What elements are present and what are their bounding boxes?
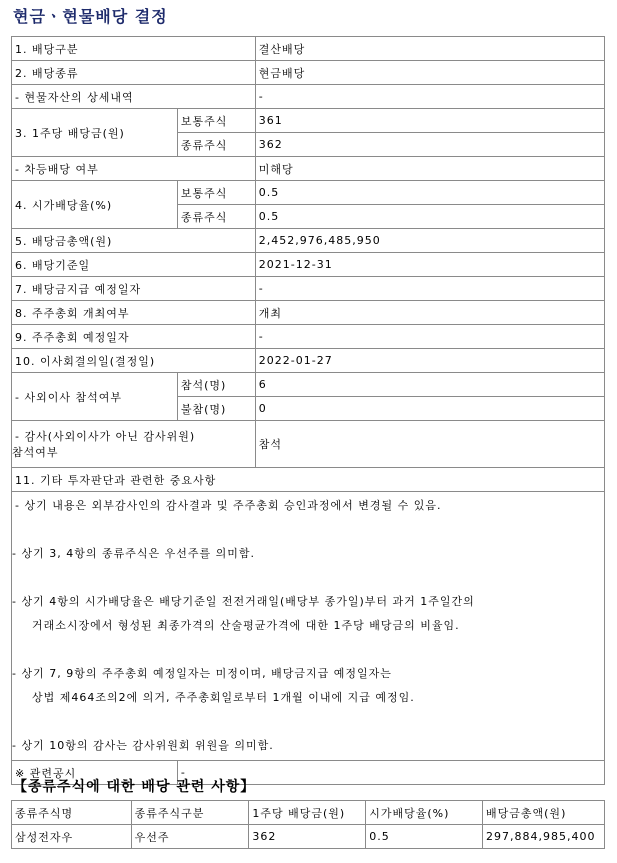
- value-agm-held: 개최: [255, 301, 604, 325]
- value-yield-preferred: 0.5: [255, 205, 604, 229]
- cell-dps: 362: [249, 825, 366, 849]
- value-auditor-attendance: 참석: [255, 421, 604, 468]
- table-row: [12, 85, 605, 109]
- label-common-stock: 보통주식: [177, 181, 255, 205]
- table-row: [12, 349, 605, 373]
- cell-stock-name: 삼성전자우: [12, 825, 132, 849]
- value-payment-date: -: [255, 277, 604, 301]
- note-line: - 상기 10항의 감사는 감사위원회 위원을 의미함.: [12, 739, 274, 752]
- label-common-stock: 보통주식: [177, 109, 255, 133]
- label-board-resolution-date: 10. 이사회결의일(결정일): [12, 349, 256, 373]
- table-row: [12, 109, 605, 133]
- label-other-matters: 11. 기타 투자판단과 관련한 중요사항: [12, 468, 605, 492]
- value-board-resolution-date: 2022-01-27: [255, 349, 604, 373]
- table-row: [12, 157, 605, 181]
- col-header-stock-class: 종류주식구분: [131, 801, 249, 825]
- label-dividend-type: 1. 배당구분: [12, 37, 256, 61]
- label-dividend-kind: 2. 배당종류: [12, 61, 256, 85]
- note-line: - 상기 내용은 외부감사인의 감사결과 및 주주총회 승인과정에서 변경될 수 있음.: [15, 499, 442, 512]
- note-spacer: [15, 638, 601, 662]
- label-outside-directors: - 사외이사 참석여부: [12, 373, 178, 421]
- preferred-section-title: 【종류주식에 대한 배당 관련 사항】: [13, 779, 256, 795]
- label-preferred-stock: 종류주식: [177, 205, 255, 229]
- label-related-disclosure: ※ 관련공시: [12, 761, 178, 785]
- table-row: [12, 61, 605, 85]
- value-dps-preferred: 362: [255, 133, 604, 157]
- note-spacer: [15, 566, 601, 590]
- label-auditor-line2: 참석여부: [12, 446, 59, 459]
- table-row: [12, 277, 605, 301]
- table-row: [12, 253, 605, 277]
- label-in-kind-details: - 현물자산의 상세내역: [12, 85, 256, 109]
- value-dividend-kind: 현금배당: [255, 61, 604, 85]
- preferred-stock-table: [11, 800, 605, 849]
- table-row: [12, 301, 605, 325]
- table-row: [12, 468, 605, 492]
- note-spacer: [15, 710, 601, 734]
- note-spacer: [15, 518, 601, 542]
- col-header-total: 배당금총액(원): [483, 801, 605, 825]
- label-preferred-stock: 종류주식: [177, 133, 255, 157]
- label-absent: 불참(명): [177, 397, 255, 421]
- label-payment-date: 7. 배당금지급 예정일자: [12, 277, 256, 301]
- table-header-row: [12, 801, 605, 825]
- value-related-disclosure: -: [177, 761, 604, 785]
- table-row: [12, 825, 605, 849]
- table-row: [12, 229, 605, 253]
- dividend-decision-table: [11, 36, 605, 785]
- value-attended: 6: [255, 373, 604, 397]
- label-agm-held: 8. 주주총회 개최여부: [12, 301, 256, 325]
- table-row: [12, 421, 605, 468]
- value-absent: 0: [255, 397, 604, 421]
- table-row: [12, 492, 605, 761]
- cell-yield: 0.5: [366, 825, 483, 849]
- value-yield-common: 0.5: [255, 181, 604, 205]
- value-dividend-type: 결산배당: [255, 37, 604, 61]
- col-header-dps: 1주당 배당금(원): [249, 801, 366, 825]
- value-dps-common: 361: [255, 109, 604, 133]
- page-title: 현금ㆍ현물배당 결정: [13, 7, 168, 26]
- label-dividend-per-share: 3. 1주당 배당금(원): [12, 109, 178, 157]
- label-agm-date: 9. 주주총회 예정일자: [12, 325, 256, 349]
- value-agm-date: -: [255, 325, 604, 349]
- value-total-dividend: 2,452,976,485,950: [255, 229, 604, 253]
- cell-total: 297,884,985,400: [483, 825, 605, 849]
- table-row: [12, 325, 605, 349]
- label-attended: 참석(명): [177, 373, 255, 397]
- value-in-kind-details: -: [255, 85, 604, 109]
- label-dividend-yield: 4. 시가배당율(%): [12, 181, 178, 229]
- note-line: 거래소시장에서 형성된 최종가격의 산술평균가격에 대한 1주당 배당금의 비율임.: [32, 619, 460, 632]
- label-total-dividend: 5. 배당금총액(원): [12, 229, 256, 253]
- note-line: 상법 제464조의2에 의거, 주주총회일로부터 1개월 이내에 지급 예정임.: [32, 691, 415, 704]
- notes-cell: [12, 492, 605, 761]
- table-row: [12, 37, 605, 61]
- label-record-date: 6. 배당기준일: [12, 253, 256, 277]
- col-header-yield: 시가배당율(%): [366, 801, 483, 825]
- value-record-date: 2021-12-31: [255, 253, 604, 277]
- value-differential-dividend: 미해당: [255, 157, 604, 181]
- col-header-stock-name: 종류주식명: [12, 801, 132, 825]
- label-auditor-line1: - 감사(사외이사가 아닌 감사위원): [15, 430, 196, 443]
- cell-stock-class: 우선주: [131, 825, 249, 849]
- note-line: - 상기 4항의 시가배당율은 배당기준일 전전거래일(배당부 종가일)부터 과거 1주일간의: [12, 595, 475, 608]
- table-row: [12, 181, 605, 205]
- label-differential-dividend: - 차등배당 여부: [12, 157, 256, 181]
- note-line: - 상기 7, 9항의 주주총회 예정일자는 미정이며, 배당금지급 예정일자는: [12, 667, 392, 680]
- note-line: - 상기 3, 4항의 종류주식은 우선주를 의미함.: [12, 547, 255, 560]
- table-row: [12, 373, 605, 397]
- label-auditor-attendance: [12, 421, 256, 468]
